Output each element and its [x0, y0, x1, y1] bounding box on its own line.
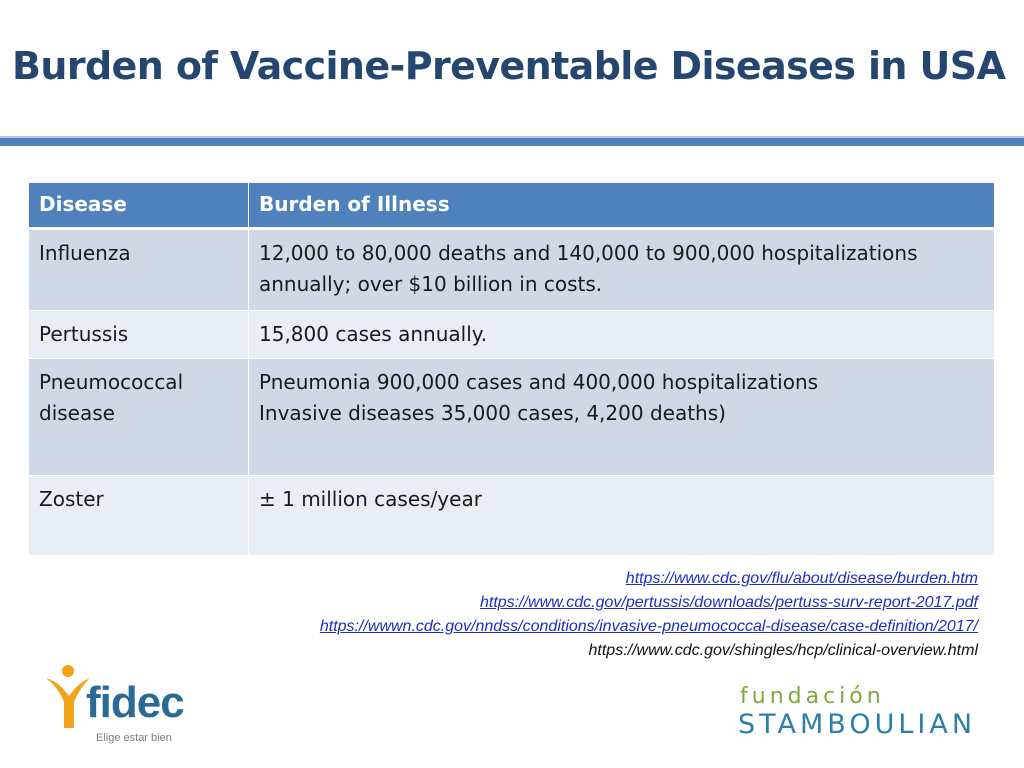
disease-cell: Influenza	[29, 229, 249, 311]
stamboulian-line1: fundación	[740, 684, 885, 709]
burden-cell	[249, 359, 995, 476]
fidec-tagline: Elige estar bien	[96, 732, 172, 744]
fidec-logo	[44, 662, 224, 752]
header-disease: Disease	[29, 183, 249, 229]
table-row	[29, 476, 995, 556]
burden-line: Invasive diseases 35,000 cases, 4,200 deaths)	[259, 401, 726, 425]
stamboulian-logo	[738, 684, 988, 744]
header-burden: Burden of Illness	[249, 183, 995, 229]
stamboulian-line2: STAMBOULIAN	[738, 709, 977, 740]
disease-cell: Pertussis	[29, 311, 249, 359]
burden-cell: ± 1 million cases/year	[249, 476, 995, 556]
burden-table	[28, 182, 995, 556]
reference-link-pneumococcal[interactable]: https://wwwn.cdc.gov/nndss/conditions/invasive-pneumococcal-disease/case-definition/2017/	[319, 618, 978, 635]
disease-cell: Zoster	[29, 476, 249, 556]
table-header-row	[29, 183, 995, 229]
fidec-figure-icon	[44, 662, 92, 732]
table-row	[29, 229, 995, 311]
fidec-wordmark: fidec	[86, 678, 184, 727]
burden-cell: 12,000 to 80,000 deaths and 140,000 to 900,000 hospitalizations annually; over $10 billion in costs.	[249, 229, 995, 311]
title-divider	[0, 136, 1024, 146]
reference-link-flu[interactable]: https://www.cdc.gov/flu/about/disease/burden.htm	[625, 570, 978, 587]
references	[320, 567, 978, 663]
burden-cell: 15,800 cases annually.	[249, 311, 995, 359]
table-row	[29, 311, 995, 359]
burden-line: Pneumonia 900,000 cases and 400,000 hospitalizations	[259, 370, 819, 394]
disease-cell: Pneumococcal disease	[29, 359, 249, 476]
reference-text-shingles: https://www.cdc.gov/shingles/hcp/clinical-overview.html	[588, 642, 978, 659]
slide-title: Burden of Vaccine-Preventable Diseases in USA	[12, 44, 1006, 88]
table-row	[29, 359, 995, 476]
reference-link-pertussis[interactable]: https://www.cdc.gov/pertussis/downloads/pertuss-surv-report-2017.pdf	[479, 594, 978, 611]
